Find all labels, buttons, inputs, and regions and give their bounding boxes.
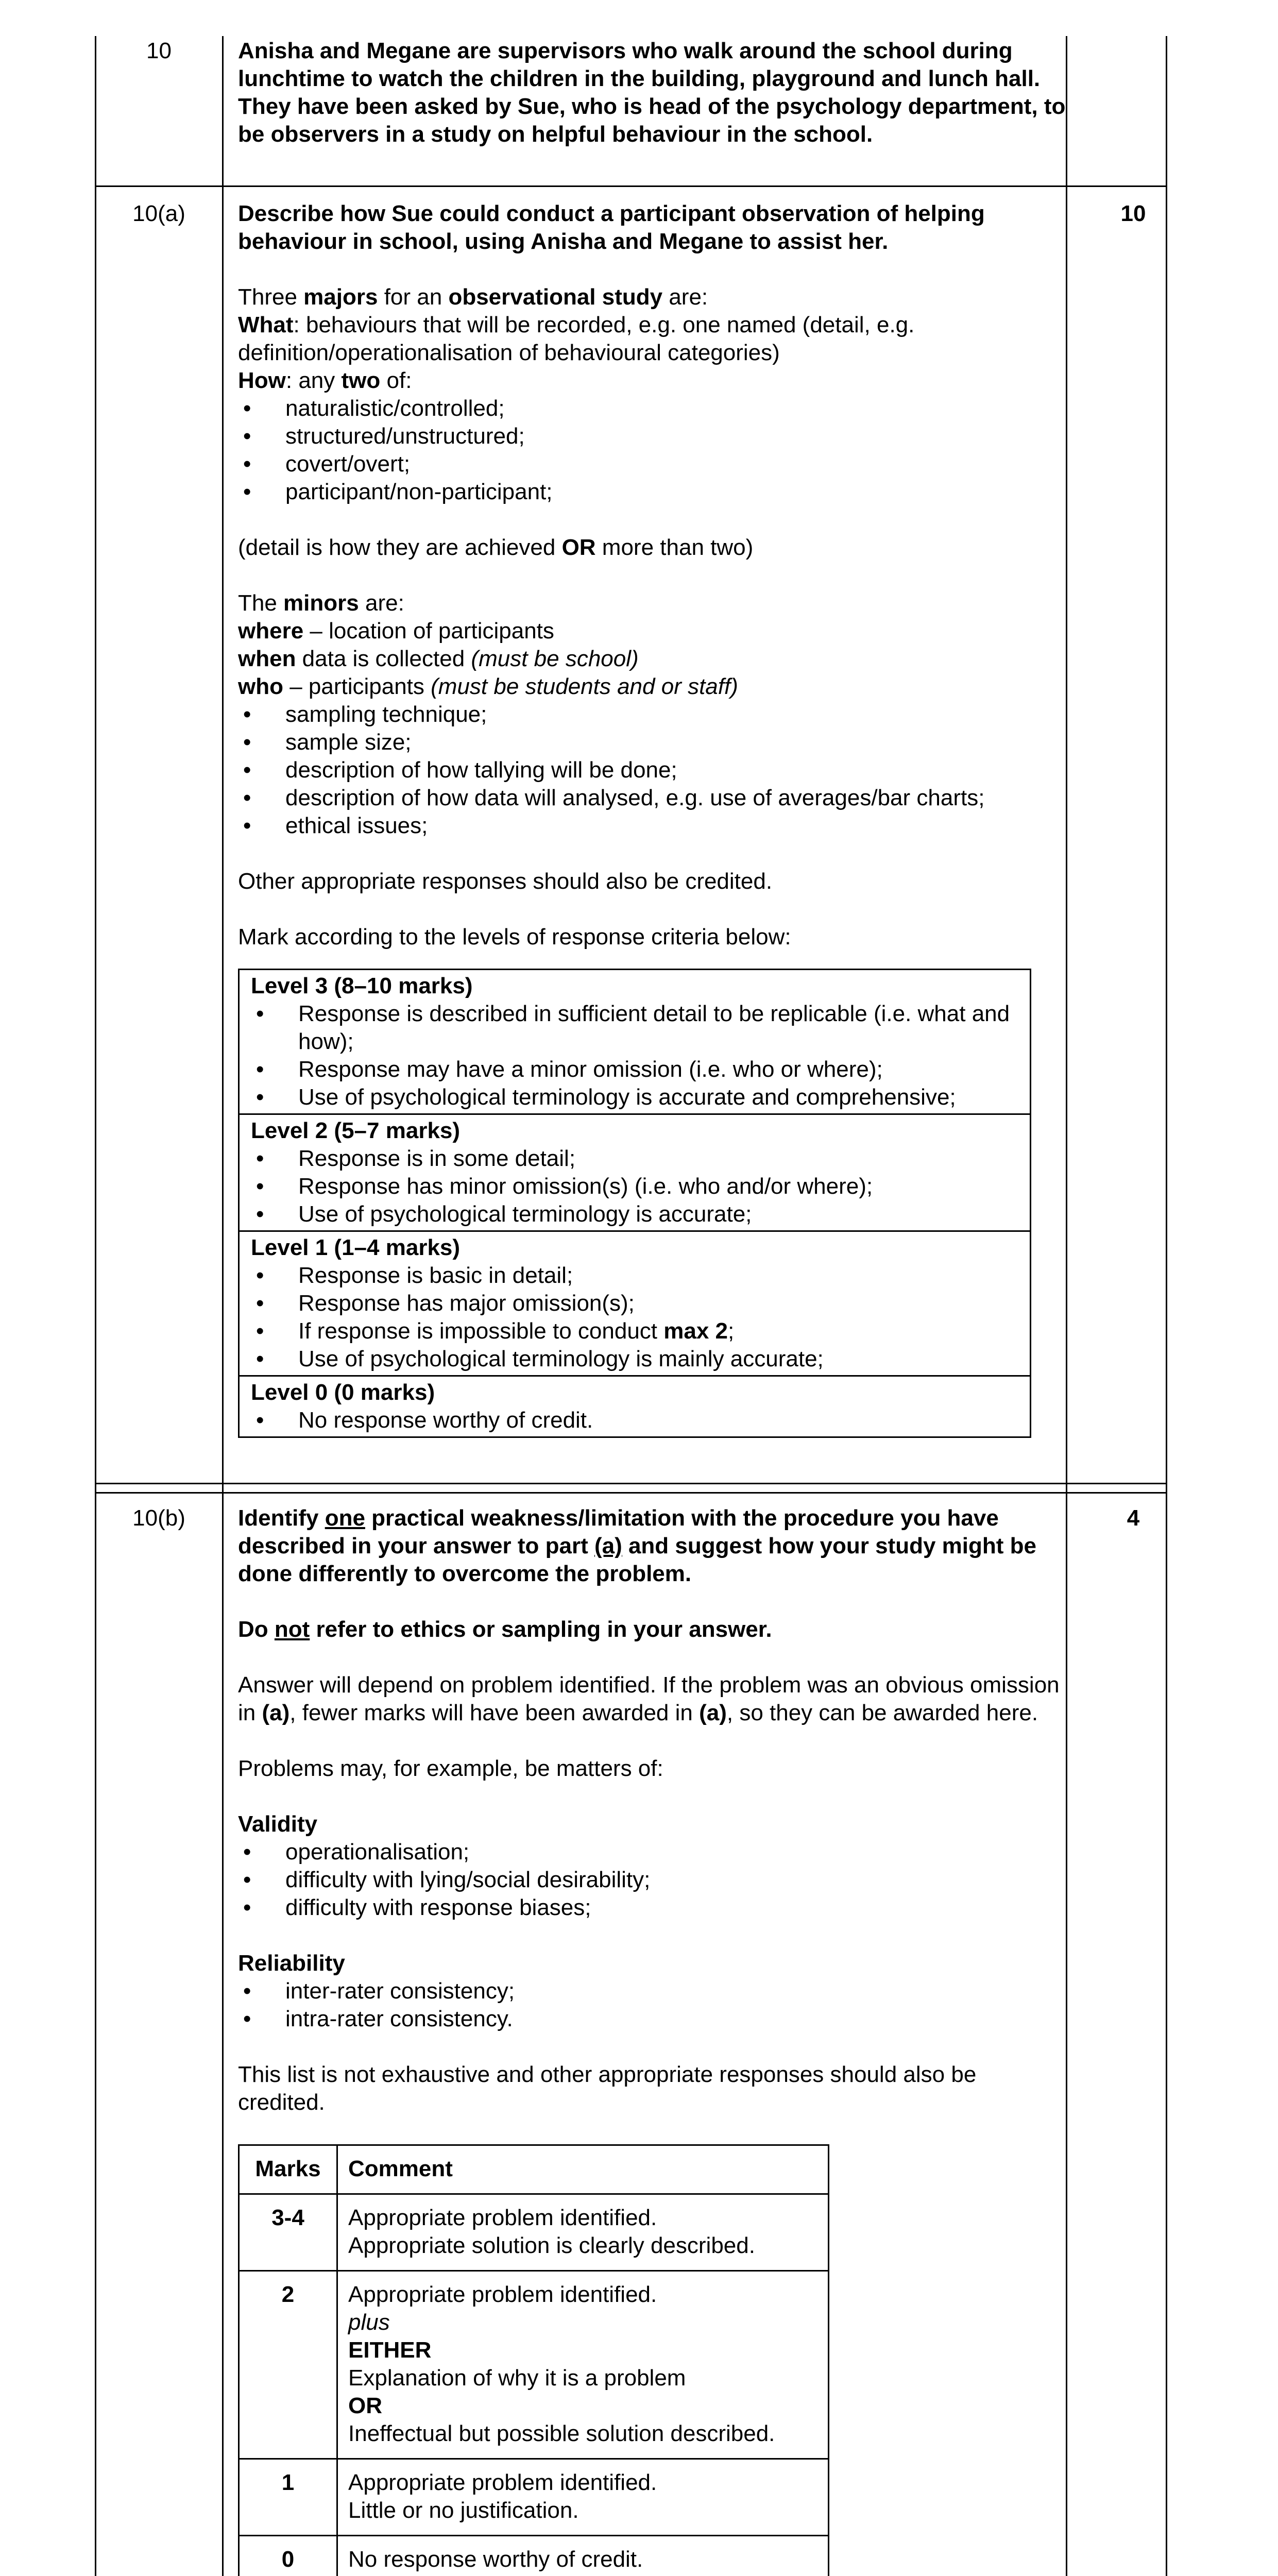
detail-note: (detail is how they are achieved OR more than two) bbox=[238, 535, 754, 560]
row-divider-1 bbox=[95, 185, 1167, 187]
reliability-heading: Reliability bbox=[238, 1951, 345, 1976]
list-item: • Response has minor omission(s) (i.e. who and/or where); bbox=[251, 1173, 1019, 1200]
levels-of-response bbox=[238, 969, 1031, 1438]
list-item: • Use of psychological terminology is accurate; bbox=[251, 1200, 1019, 1228]
table-border-left bbox=[95, 36, 96, 2576]
not-exhaustive-note: This list is not exhaustive and other appropriate responses should also be credited. bbox=[238, 2062, 977, 2115]
list-item: • If response is impossible to conduct max 2; bbox=[251, 1317, 1019, 1345]
when-criterion: when data is collected (must be school) bbox=[238, 646, 639, 671]
list-item: • Use of psychological terminology is accurate and comprehensive; bbox=[251, 1083, 1019, 1111]
list-item: • Response is in some detail; bbox=[251, 1145, 1019, 1173]
list-item: • sample size; bbox=[238, 728, 1067, 756]
answer-cell-10b bbox=[238, 1504, 1067, 2576]
list-item: • description of how data will analysed, e.g. use of averages/bar charts; bbox=[238, 784, 1067, 812]
marking-instruction: Mark according to the levels of response criteria below: bbox=[238, 924, 791, 950]
question-text: Describe how Sue could conduct a participant observation of helping behaviour in school, using Anisha and Megane to assist her. bbox=[238, 201, 985, 254]
level-0-box bbox=[238, 1377, 1031, 1438]
row-divider-2a bbox=[95, 1483, 1167, 1484]
list-item: • Use of psychological terminology is mainly accurate; bbox=[251, 1345, 1019, 1373]
level-title: Level 1 (1–4 marks) bbox=[251, 1235, 461, 1260]
minors-intro: The minors are: bbox=[238, 590, 404, 616]
question-stem: Anisha and Megane are supervisors who walk around the school during lunchtime to watch the children in the building, playground and lunch hall. They have been asked by Sue, who is head of the psychology department, to be observers in a study on helpful behaviour in the school. bbox=[238, 38, 1066, 147]
marks-cell: 3-4 bbox=[239, 2194, 337, 2271]
list-item: • difficulty with response biases; bbox=[238, 1894, 1067, 1922]
marks-cell: 1 bbox=[239, 2459, 337, 2536]
question-number: 10(b) bbox=[132, 1505, 185, 1531]
question-number: 10(a) bbox=[132, 201, 185, 226]
table-row bbox=[239, 2194, 829, 2271]
minors-list bbox=[238, 701, 1067, 840]
comment-cell: No response worthy of credit. bbox=[337, 2536, 829, 2576]
list-item: • participant/non-participant; bbox=[238, 478, 1067, 506]
other-responses-note: Other appropriate responses should also be credited. bbox=[238, 869, 773, 894]
question-marks: 4 bbox=[1127, 1505, 1140, 1531]
what-criterion: What: behaviours that will be recorded, e.g. one named (detail, e.g. definition/operationalisation of behavioural categories) bbox=[238, 312, 915, 365]
marks-cell: 2 bbox=[239, 2271, 337, 2459]
table-row bbox=[239, 2271, 829, 2459]
table-border-right bbox=[1166, 36, 1167, 2576]
list-item: • intra-rater consistency. bbox=[238, 2005, 1067, 2033]
validity-heading: Validity bbox=[238, 1811, 318, 1837]
marks-cell: 0 bbox=[239, 2536, 337, 2576]
list-item: • inter-rater consistency; bbox=[238, 1977, 1067, 2005]
comment-cell: Appropriate problem identified. Appropriate solution is clearly described. bbox=[337, 2194, 829, 2271]
answer-cell-10a bbox=[238, 200, 1067, 1438]
marks-header: Marks bbox=[239, 2145, 337, 2194]
table-row bbox=[239, 2536, 829, 2576]
validity-list bbox=[238, 1838, 1067, 1922]
question-marks: 10 bbox=[1120, 201, 1146, 226]
list-item: • Response has major omission(s); bbox=[251, 1290, 1019, 1317]
list-item: • ethical issues; bbox=[238, 812, 1067, 840]
question-text: Identify one practical weakness/limitation with the procedure you have described in your answer to part (a) and suggest how your study might be done differently to overcome the problem. bbox=[238, 1505, 1037, 1586]
comment-cell: Appropriate problem identified. Little or no justification. bbox=[337, 2459, 829, 2536]
table-header-row bbox=[239, 2145, 829, 2194]
comment-cell: Appropriate problem identified. plus EITHER Explanation of why it is a problem OR Ineffectual but possible solution described. bbox=[337, 2271, 829, 2459]
table-border-col1 bbox=[222, 36, 224, 2576]
question-number: 10 bbox=[146, 38, 172, 63]
list-item: • description of how tallying will be done; bbox=[238, 756, 1067, 784]
list-item: • difficulty with lying/social desirability; bbox=[238, 1866, 1067, 1894]
list-item: • naturalistic/controlled; bbox=[238, 395, 1067, 422]
list-item: • sampling technique; bbox=[238, 701, 1067, 728]
where-criterion: where – location of participants bbox=[238, 618, 554, 643]
problems-intro: Problems may, for example, be matters of: bbox=[238, 1756, 663, 1781]
who-criterion: who – participants (must be students and or staff) bbox=[238, 674, 738, 699]
list-item: • covert/overt; bbox=[238, 450, 1067, 478]
level-3-box bbox=[238, 969, 1031, 1115]
list-item: • Response is described in sufficient detail to be replicable (i.e. what and how); bbox=[251, 1000, 1019, 1056]
table-row bbox=[239, 2459, 829, 2536]
level-title: Level 0 (0 marks) bbox=[251, 1380, 435, 1405]
comment-header: Comment bbox=[337, 2145, 829, 2194]
how-list bbox=[238, 395, 1067, 506]
answer-guidance: Answer will depend on problem identified. If the problem was an obvious omission in (a), fewer marks will have been awarded in (a), so they can be awarded here. bbox=[238, 1672, 1060, 1725]
how-criterion: How: any two of: bbox=[238, 368, 412, 393]
list-item: • operationalisation; bbox=[238, 1838, 1067, 1866]
marks-table bbox=[238, 2144, 829, 2576]
reliability-list bbox=[238, 1977, 1067, 2033]
list-item: • Response is basic in detail; bbox=[251, 1262, 1019, 1290]
row-divider-2b bbox=[95, 1492, 1167, 1494]
list-item: • Response may have a minor omission (i.e. who or where); bbox=[251, 1056, 1019, 1083]
list-item: • No response worthy of credit. bbox=[251, 1406, 1019, 1434]
exclusion-instruction: Do not refer to ethics or sampling in your answer. bbox=[238, 1617, 772, 1642]
level-title: Level 3 (8–10 marks) bbox=[251, 973, 473, 998]
majors-intro: Three majors for an observational study are: bbox=[238, 284, 708, 310]
level-1-box bbox=[238, 1232, 1031, 1377]
level-2-box bbox=[238, 1115, 1031, 1232]
level-title: Level 2 (5–7 marks) bbox=[251, 1118, 461, 1143]
list-item: • structured/unstructured; bbox=[238, 422, 1067, 450]
